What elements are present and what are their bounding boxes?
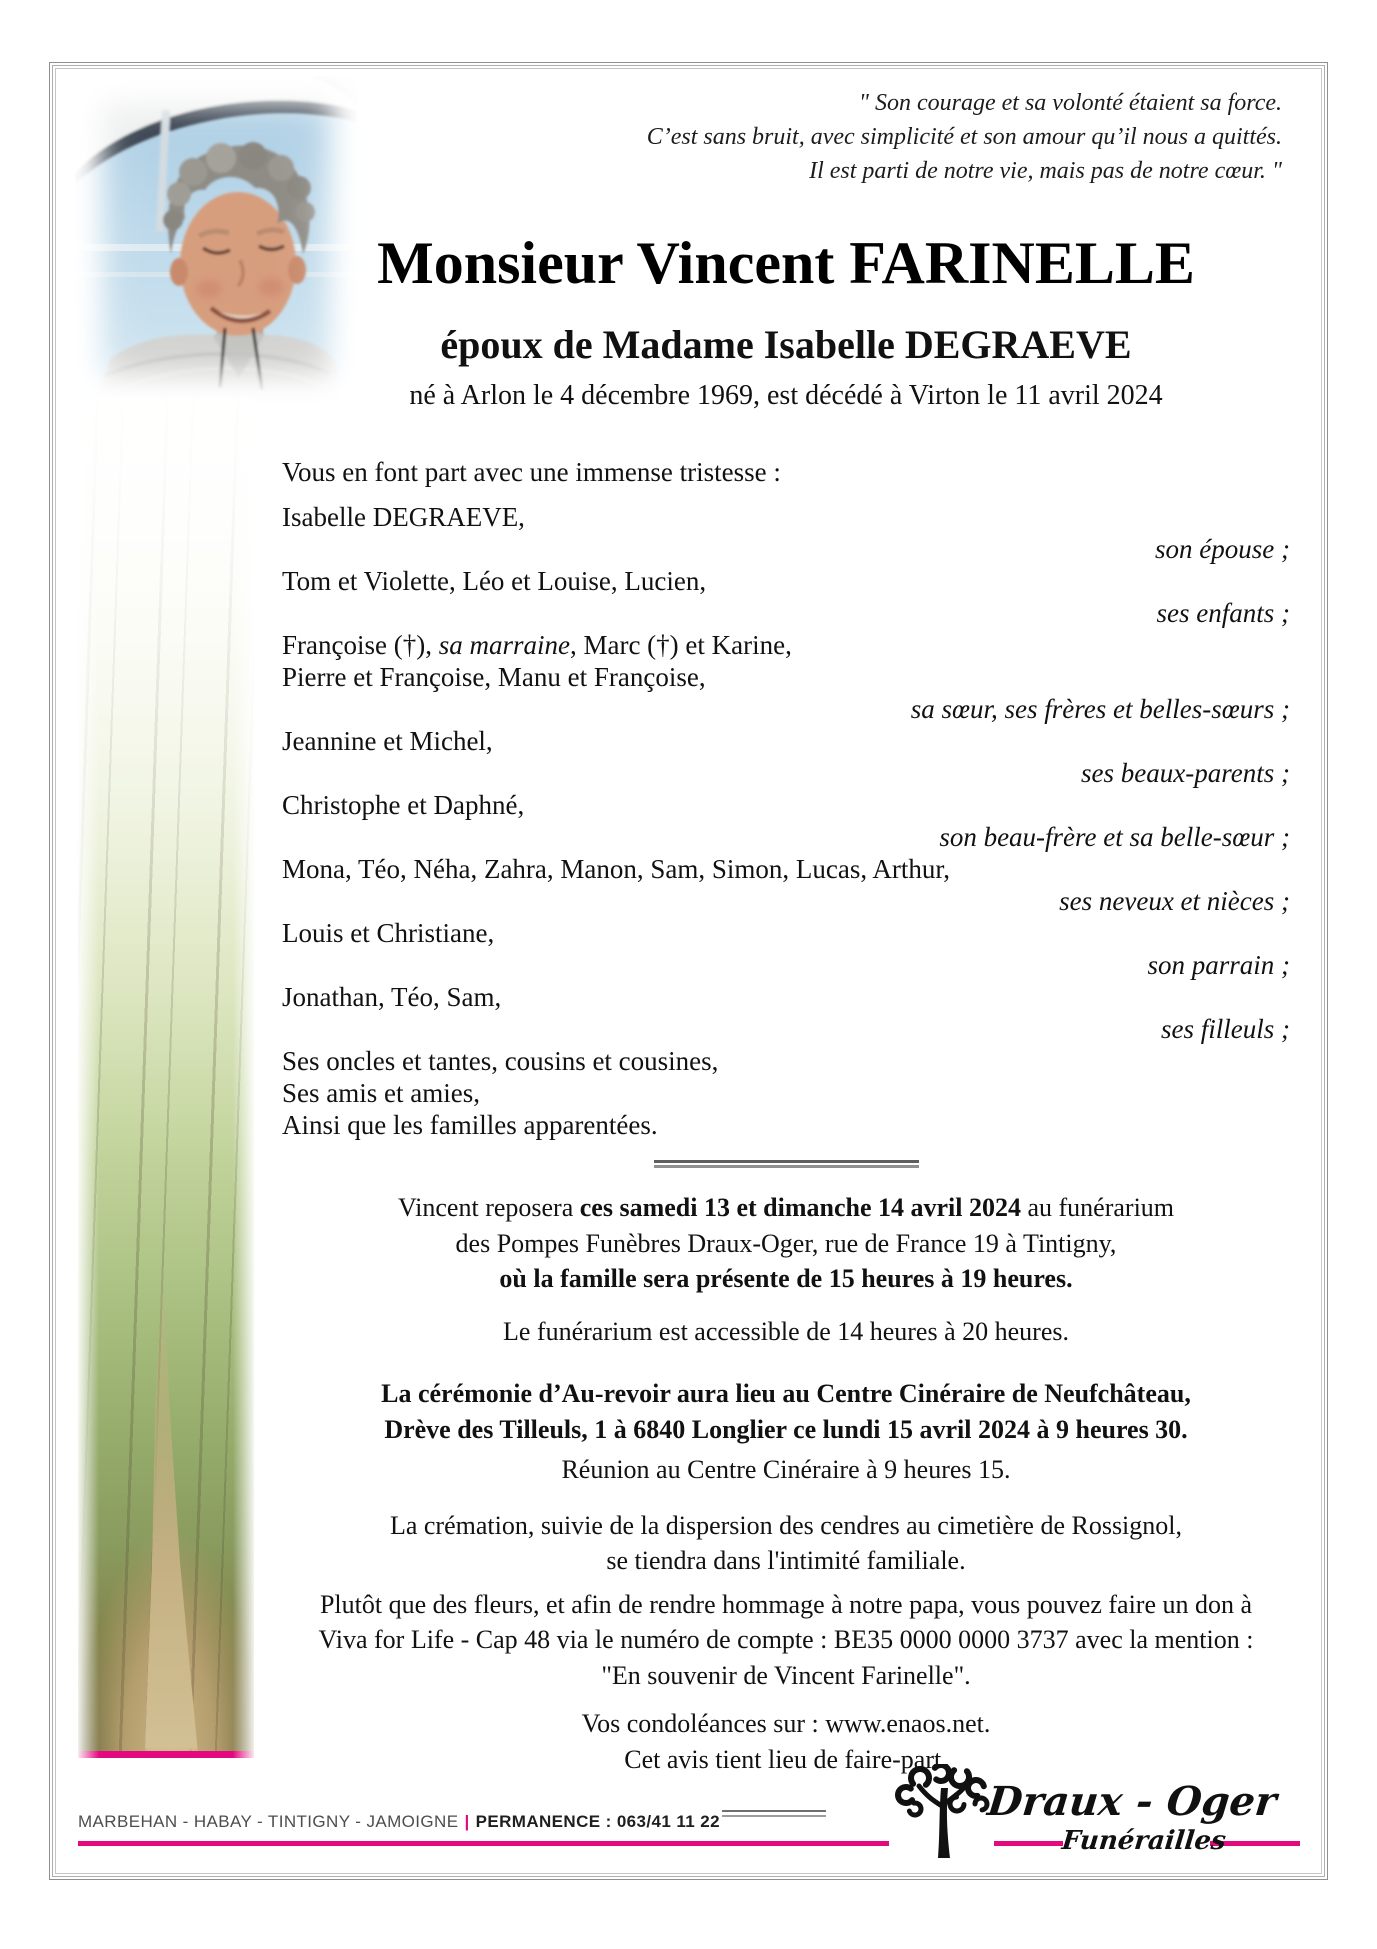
footer-permanence: PERMANENCE : 063/41 11 22 bbox=[475, 1812, 720, 1831]
quote-line: C’est sans bruit, avec simplicité et son amour qu’il nous a quittés. bbox=[646, 124, 1282, 150]
quote-line: " Son courage et sa volonté étaient sa force. bbox=[858, 90, 1282, 116]
ceremony-location-line2: Drève des Tilleuls, 1 à 6840 Longlier ce lundi 15 avril 2024 à 9 heures 30. bbox=[384, 1414, 1188, 1444]
family-name-line: Pierre et Françoise, Manu et Françoise, bbox=[282, 662, 706, 692]
condolences-line: Vos condoléances sur : www.enaos.net. bbox=[581, 1709, 991, 1738]
spouse-line: époux de Madame Isabelle DEGRAEVE bbox=[440, 322, 1132, 367]
repose-line: Vincent reposera ces samedi 13 et dimanche 14 avril 2024 au funérarium bbox=[397, 1193, 1175, 1222]
family-closing-line: Ses amis et amies, bbox=[282, 1078, 480, 1108]
family-name-line: Jeannine et Michel, bbox=[282, 726, 493, 756]
family-role-line: ses filleuls ; bbox=[1161, 1014, 1290, 1044]
family-name-line: Louis et Christiane, bbox=[282, 918, 495, 948]
family-announcement bbox=[282, 456, 1290, 1141]
family-role-line: son épouse ; bbox=[1155, 534, 1290, 564]
donation-line2: Viva for Life - Cap 48 via le numéro de compte : BE35 0000 0000 3737 avec la mention : bbox=[318, 1625, 1254, 1654]
pink-rule-left bbox=[78, 1841, 889, 1846]
funeral-home-address: des Pompes Funèbres Draux-Oger, rue de France 19 à Tintigny, bbox=[455, 1228, 1117, 1258]
meeting-line: Réunion au Centre Cinéraire à 9 heures 15. bbox=[561, 1455, 1011, 1484]
family-role-line: ses beaux-parents ; bbox=[1081, 758, 1290, 788]
godmother-italic: sa marraine bbox=[438, 630, 570, 660]
family-closing-line: Ses oncles et tantes, cousins et cousines, bbox=[282, 1046, 719, 1076]
brand-subtitle: Funérailles bbox=[1060, 1826, 1228, 1856]
family-name-line: Mona, Téo, Néha, Zahra, Manon, Sam, Simon, Lucas, Arthur, bbox=[282, 854, 951, 884]
family-name-line: Françoise (†), sa marraine, Marc (†) et Karine, bbox=[282, 630, 792, 660]
family-name-line: Isabelle DEGRAEVE, bbox=[282, 502, 525, 532]
footer-text bbox=[78, 1812, 720, 1832]
family-name-line: Christophe et Daphné, bbox=[282, 790, 525, 820]
donation-line3: "En souvenir de Vincent Farinelle". bbox=[601, 1660, 971, 1690]
pink-accent-strip bbox=[78, 1751, 254, 1758]
family-role-line: sa sœur, ses frères et belles-sœurs ; bbox=[910, 694, 1290, 724]
family-presence-line: où la famille sera présente de 15 heures à 19 heures. bbox=[499, 1264, 1073, 1293]
ceremony-location-line1: La cérémonie d’Au-revoir aura lieu au Centre Cinéraire de Neufchâteau, bbox=[381, 1379, 1191, 1408]
donation-line1: Plutôt que des fleurs, et afin de rendre hommage à notre papa, vous pouvez faire un don à bbox=[319, 1589, 1253, 1619]
brand-name: Draux - Oger bbox=[985, 1778, 1279, 1825]
pink-rule-middle bbox=[994, 1841, 1063, 1846]
deceased-name-title: Monsieur Vincent FARINELLE bbox=[377, 230, 1195, 296]
quote-line: Il est parti de notre vie, mais pas de notre cœur. " bbox=[809, 158, 1282, 184]
cremation-line1: La crémation, suivie de la dispersion des cendres au cimetière de Rossignol, bbox=[389, 1510, 1183, 1540]
faire-part-line: Cet avis tient lieu de faire-part. bbox=[624, 1744, 948, 1774]
forest-trail bbox=[78, 1125, 254, 1751]
funeral-home-footer bbox=[78, 1778, 1300, 1880]
family-name-line: Tom et Violette, Léo et Louise, Lucien, bbox=[282, 566, 707, 596]
footer-locations: MARBEHAN - HABAY - TINTIGNY - JAMOIGNE bbox=[78, 1812, 459, 1831]
funerarium-hours: Le funérarium est accessible de 14 heures à 20 heures. bbox=[503, 1316, 1069, 1346]
family-closing-line: Ainsi que les familles apparentées. bbox=[282, 1110, 658, 1140]
cremation-line2: se tiendra dans l'intimité familiale. bbox=[606, 1546, 966, 1575]
section-separator bbox=[282, 1160, 1290, 1168]
life-dates-line: né à Arlon le 4 décembre 1969, est décédé à Virton le 11 avril 2024 bbox=[409, 380, 1163, 411]
family-role-line: son beau-frère et sa belle-sœur ; bbox=[939, 822, 1290, 852]
family-role-line: son parrain ; bbox=[1147, 950, 1290, 980]
memorial-quote bbox=[400, 86, 1282, 188]
family-role-line: ses neveux et nièces ; bbox=[1059, 886, 1290, 916]
forest-path-photo bbox=[78, 398, 254, 1758]
footer-pipe: | bbox=[464, 1812, 470, 1831]
family-name-line: Jonathan, Téo, Sam, bbox=[282, 982, 502, 1012]
ceremony-details bbox=[262, 1190, 1310, 1777]
family-role-line: ses enfants ; bbox=[1156, 598, 1290, 628]
tree-icon bbox=[889, 1764, 994, 1858]
footer-small-separator bbox=[722, 1810, 826, 1817]
announcement-intro: Vous en font part avec une immense tristesse : bbox=[282, 457, 781, 487]
